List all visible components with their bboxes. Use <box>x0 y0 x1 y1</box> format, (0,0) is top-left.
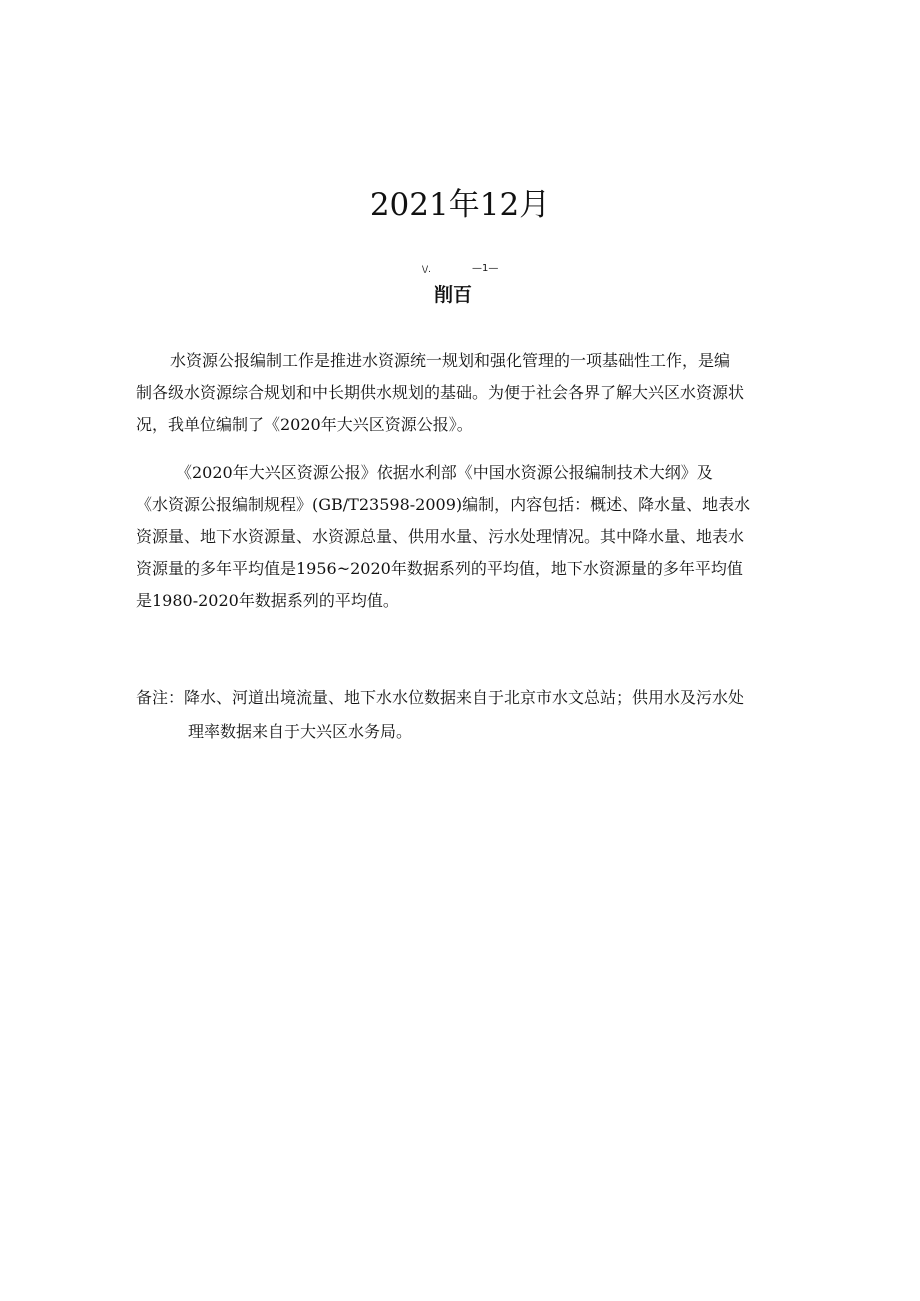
heading-artifact-left: \/. <box>422 265 431 275</box>
paragraph-line: 资源量的多年平均值是1956~2020年数据系列的平均值，地下水资源量的多年平均值 <box>136 559 743 578</box>
note-line: 理率数据来自于大兴区水务局。 <box>188 722 413 741</box>
paragraph-line: 《2020年大兴区资源公报》依据水利部《中国水资源公报编制技术大纲》及 <box>176 463 713 482</box>
heading-block <box>400 264 520 314</box>
note-line: 备注：降水、河道出境流量、地下水水位数据来自于北京市水文总站；供用水及污水处 <box>136 688 745 707</box>
date-title: 2021年12月 <box>369 187 551 223</box>
paragraph-intro <box>136 345 786 441</box>
paragraph-basis <box>136 457 786 617</box>
paragraph-line: 是1980-2020年数据系列的平均值。 <box>136 591 399 610</box>
paragraph-line: 制各级水资源综合规划和中长期供水规划的基础。为便于社会各界了解大兴区水资源状 <box>136 383 745 402</box>
heading-artifact-right: —1— <box>472 263 499 274</box>
section-heading: 削百 <box>434 284 473 306</box>
remarks-note <box>136 681 796 749</box>
paragraph-line: 资源量、地下水资源量、水资源总量、供用水量、污水处理情况。其中降水量、地表水 <box>136 527 745 546</box>
paragraph-line: 水资源公报编制工作是推进水资源统一规划和强化管理的一项基础性工作，是编 <box>170 351 731 370</box>
paragraph-line: 《水资源公报编制规程》(GB/T23598-2009)编制，内容包括：概述、降水量、地表水 <box>136 495 751 514</box>
paragraph-line: 况，我单位编制了《2020年大兴区资源公报》。 <box>136 415 473 434</box>
